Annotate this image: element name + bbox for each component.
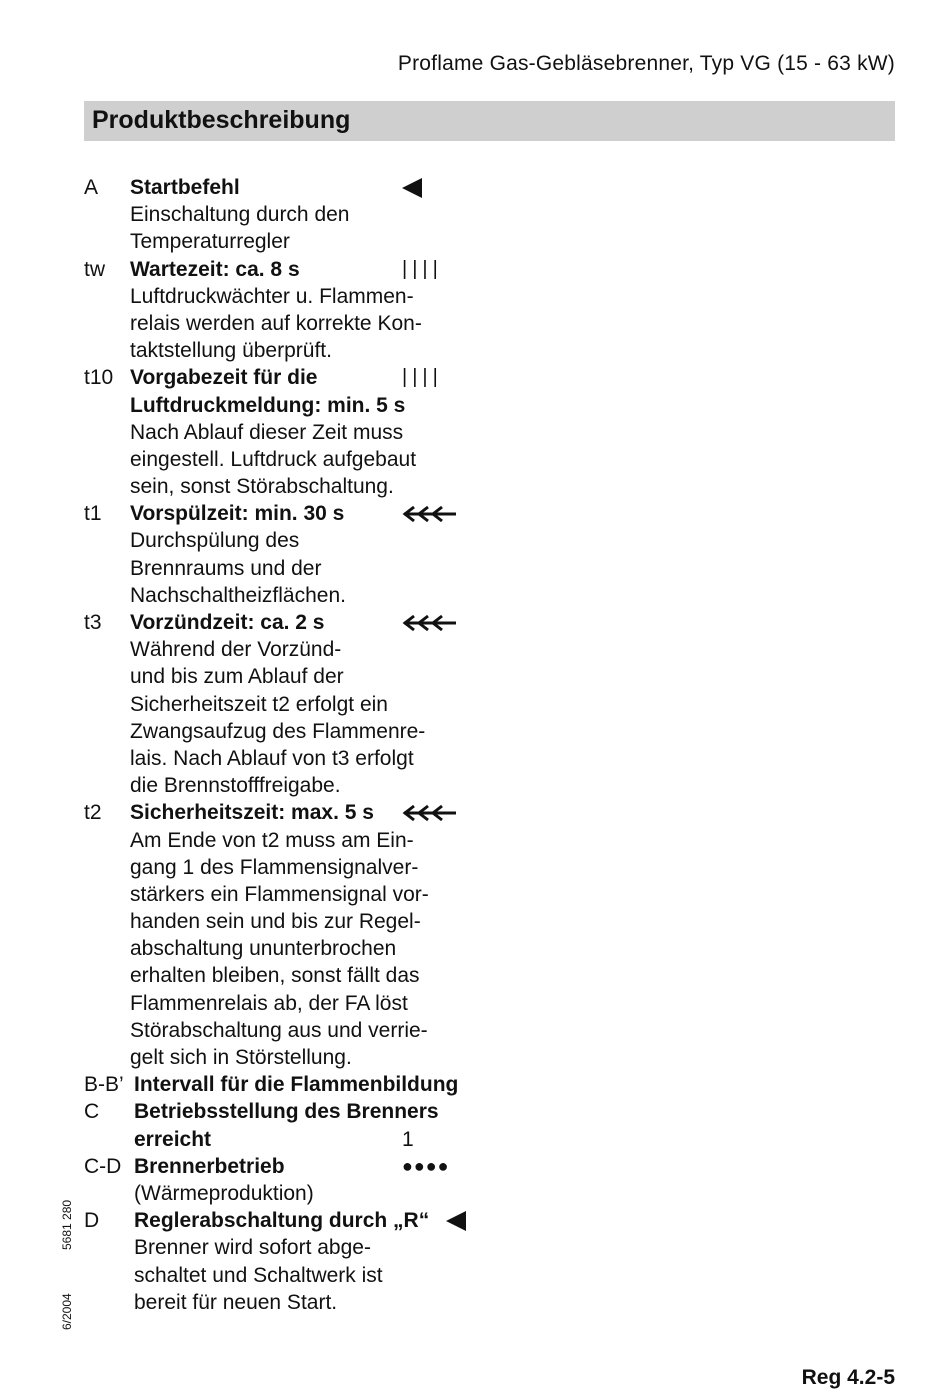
- dots-icon: ●●●●: [402, 1155, 450, 1176]
- entry-code: t3: [84, 611, 102, 634]
- entry-4: [84, 609, 494, 799]
- entry-heading: Brennerbetrieb: [134, 1154, 285, 1178]
- page-reference: Reg 4.2-5: [801, 1366, 895, 1389]
- entry-text: Nachschaltheizflächen.: [130, 583, 346, 607]
- entry-1: [84, 256, 494, 365]
- entry-text: Brennraums und der: [130, 556, 322, 580]
- entry-text: Einschaltung durch den: [130, 203, 350, 227]
- entry-7: [84, 1098, 494, 1152]
- entry-3: [84, 500, 494, 609]
- document-number: 5681 280: [60, 1199, 74, 1250]
- section-title: Produktbeschreibung: [92, 106, 351, 134]
- entry-code: C: [84, 1100, 100, 1124]
- entry-heading: Vorgabezeit für die: [130, 366, 318, 390]
- entry-text: Sicherheitszeit t2 erfolgt ein: [130, 692, 388, 716]
- entry-text: bereit für neuen Start.: [134, 1290, 338, 1314]
- entry-code: tw: [84, 257, 105, 281]
- entry-heading: Betriebsstellung des Brenners: [134, 1100, 439, 1124]
- entry-text: Durchspülung des: [130, 529, 300, 553]
- entry-text: Temperaturregler: [130, 230, 290, 254]
- entry-text: sein, sonst Störabschaltung.: [130, 475, 394, 499]
- entry-2: [84, 364, 494, 500]
- entry-text: Zwangsaufzug des Flammenre-: [130, 719, 426, 743]
- entry-heading: Startbefehl: [130, 176, 240, 199]
- triple-arrow-left-icon: [402, 500, 458, 523]
- entry-text: stärkers ein Flammensignal vor-: [130, 882, 429, 906]
- entry-text: Luftdruckwächter u. Flammen-: [130, 284, 414, 308]
- entry-text: relais werden auf korrekte Kon-: [130, 311, 422, 335]
- entry-code: t1: [84, 502, 102, 526]
- entry-text: Störabschaltung aus und verrie-: [130, 1018, 428, 1042]
- entry-heading: Vorzündzeit: ca. 2 s: [130, 611, 325, 634]
- entry-text: eingestell. Luftdruck aufgebaut: [130, 447, 417, 471]
- header-title: Proflame Gas-Gebläsebrenner, Typ VG (15 - 63 kW): [397, 52, 895, 75]
- entry-code: D: [84, 1209, 100, 1233]
- entry-heading: Wartezeit: ca. 8 s: [130, 257, 300, 281]
- entry-text: gelt sich in Störstellung.: [130, 1046, 352, 1069]
- entry-text: schaltet und Schaltwerk ist: [134, 1263, 383, 1287]
- entry-text: Flammenrelais ab, der FA löst: [130, 991, 408, 1015]
- entry-text: lais. Nach Ablauf von t3 erfolgt: [130, 746, 414, 770]
- entry-code: t10: [84, 366, 114, 390]
- entry-heading: Intervall für die Flammenbildung: [134, 1073, 459, 1097]
- entry-5: [84, 799, 494, 1071]
- entry-text: handen sein und bis zur Regel-: [130, 910, 421, 934]
- symbol-number: 1: [402, 1127, 414, 1151]
- entry-text: erhalten bleiben, sonst fällt das: [130, 964, 420, 988]
- entry-heading: Reglerabschaltung durch „R“: [134, 1209, 430, 1233]
- entry-text: taktstellung überprüft.: [130, 339, 332, 363]
- signal-bars-icon: ||||: [402, 257, 443, 280]
- entry-text: gang 1 des Flammensignalver-: [130, 855, 419, 879]
- entry-code: t2: [84, 801, 102, 825]
- entry-text: Während der Vorzünd-: [130, 638, 342, 662]
- entry-6: [84, 1071, 494, 1098]
- entry-heading: Vorspülzeit: min. 30 s: [130, 502, 345, 526]
- entry-heading: erreicht: [134, 1127, 212, 1151]
- entry-text: und bis zum Ablauf der: [130, 665, 344, 689]
- entry-text: Nach Ablauf dieser Zeit muss: [130, 420, 404, 444]
- entry-heading: Luftdruckmeldung: min. 5 s: [130, 393, 406, 417]
- entry-text: Brenner wird sofort abge-: [134, 1236, 371, 1260]
- entry-text: Am Ende von t2 muss am Ein-: [130, 828, 414, 852]
- entry-9: [84, 1207, 494, 1316]
- entry-text: die Brennstofffreigabe.: [130, 774, 341, 798]
- entry-text: abschaltung ununterbrochen: [130, 937, 397, 961]
- entry-8: [84, 1153, 494, 1207]
- entry-code: C-D: [84, 1154, 122, 1178]
- section-bar: [84, 101, 895, 141]
- triple-arrow-left-icon: [402, 609, 458, 632]
- entry-code: A: [84, 176, 99, 199]
- entry-list: [84, 174, 494, 1316]
- signal-bars-icon: ||||: [402, 366, 443, 389]
- entry-text: (Wärmeproduktion): [134, 1181, 314, 1205]
- entry-0: [84, 174, 494, 256]
- triple-arrow-left-icon: [402, 799, 458, 822]
- entry-code: B-B’: [84, 1073, 124, 1097]
- entry-heading: Sicherheitszeit: max. 5 s: [130, 801, 374, 825]
- document-date: 6/2004: [60, 1293, 74, 1330]
